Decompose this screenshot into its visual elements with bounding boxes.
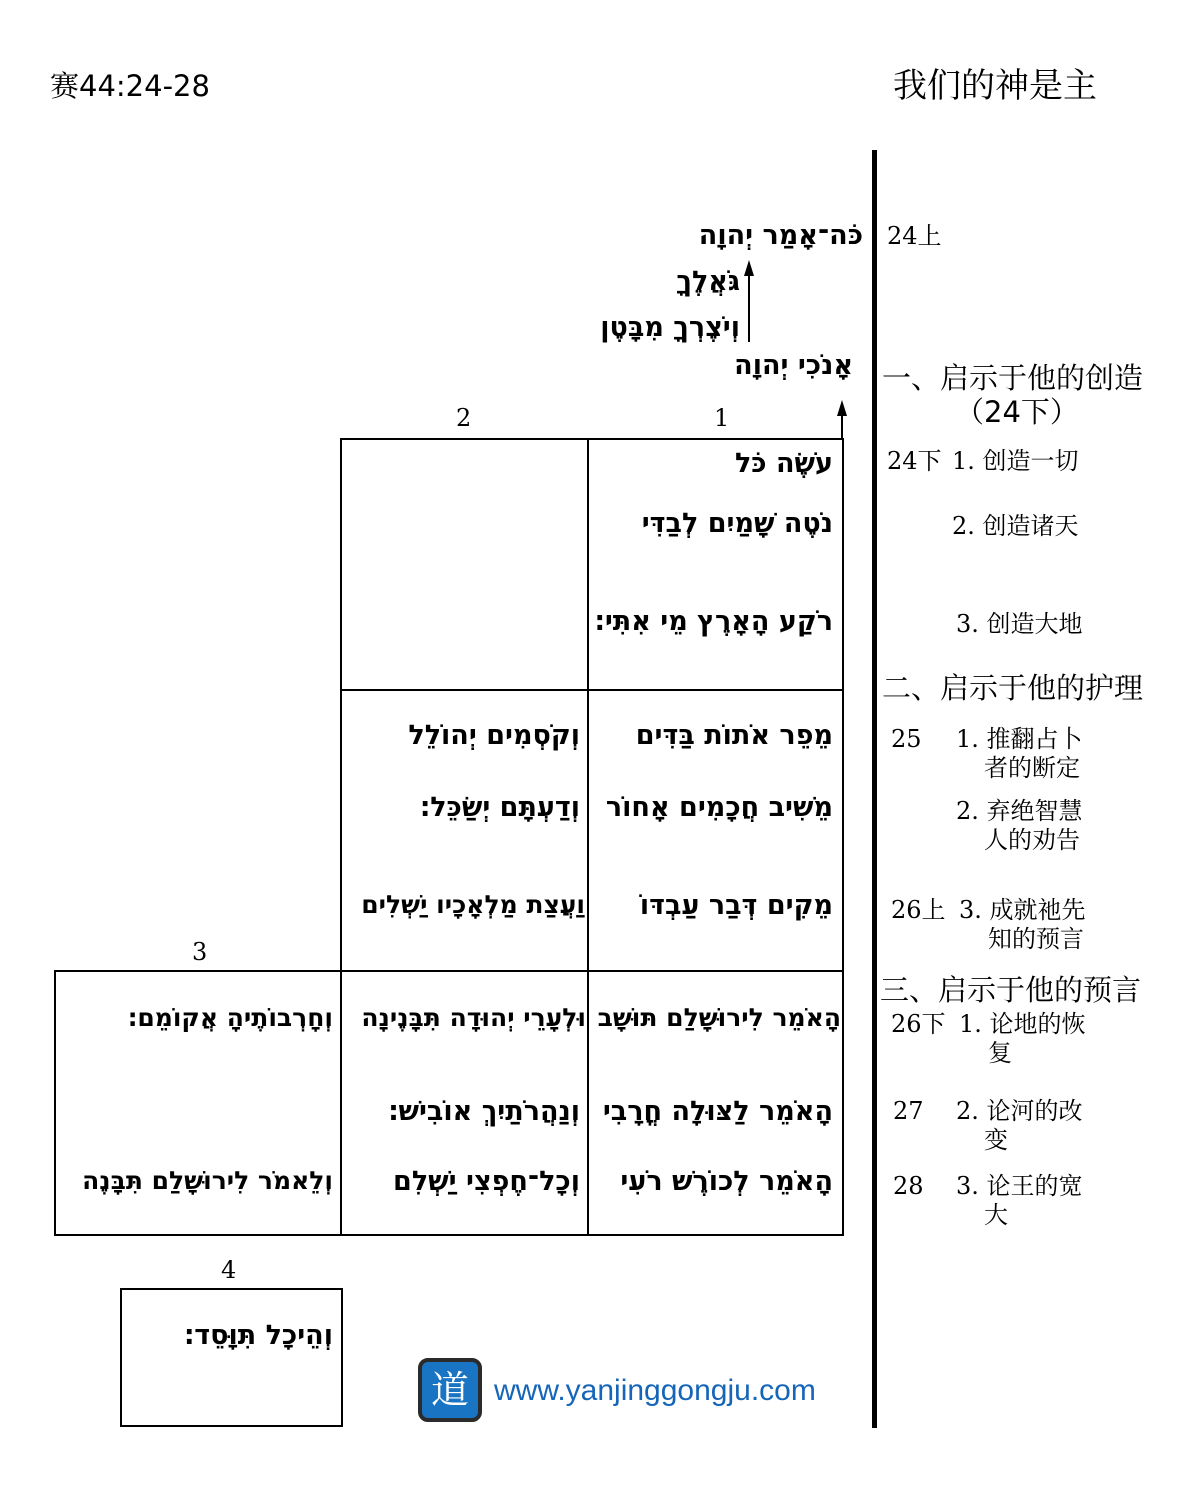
section-3-title: 三、启示于他的预言: [880, 973, 1142, 1007]
box-label-3: 3: [192, 938, 208, 966]
outline-2-3-cont: 知的预言: [988, 925, 1084, 953]
hebrew-row-2: נֹטֶה שָׁמַיִם לְבַדִּי: [641, 508, 833, 539]
box-label-2: 2: [456, 404, 472, 432]
hebrew-row-9-col1: הָאֹמֵר לְכוֹרֶשׁ רֹעִי: [620, 1166, 833, 1197]
verse-26a: 26上: [891, 896, 946, 924]
hebrew-row-6-col2: וַעֲצַת מַלְאָכָיו יַשְׁלִים: [361, 890, 585, 919]
hebrew-row-9-col3: וְלֵאמֹר לִירוּשָׁלַם תִּבָּנֶה: [82, 1166, 333, 1195]
verse-27: 27: [893, 1097, 924, 1125]
section-1-title: 一、启示于他的创造: [882, 361, 1144, 395]
outline-1-3: 3. 创造大地: [956, 610, 1083, 638]
outline-3-2: 2. 论河的改: [956, 1097, 1083, 1125]
outline-3-2-cont: 变: [984, 1126, 1008, 1154]
website-url[interactable]: www.yanjinggongju.com: [494, 1374, 816, 1407]
hebrew-intro-line-2: גֹּאֲלֶךָ: [676, 266, 740, 297]
hebrew-row-6-col1: מֵקִים דְּבַר עַבְדּוֹ: [639, 890, 833, 921]
box-label-1: 1: [714, 404, 730, 432]
section-1-subtitle: （24下）: [955, 395, 1079, 429]
grid-line: [54, 1234, 844, 1236]
hebrew-row-7-col1: הָאֹמֵר לִירוּשָׁלַם תּוּשָׁב: [597, 1003, 841, 1032]
hebrew-row-8-col2: וְנַהֲרֹתַיִךְ אוֹבִישׁ׃: [388, 1096, 580, 1127]
grid-line: [340, 689, 844, 691]
hebrew-intro-line-1: כֹּה־אָמַר יְהוָה: [698, 220, 863, 251]
hebrew-intro-line-4: אָנֹכִי יְהוָה: [734, 350, 853, 381]
grid-line: [340, 438, 844, 440]
grid-line: [54, 970, 844, 972]
outline-2-1: 1. 推翻占卜: [956, 725, 1083, 753]
hebrew-row-1: עֹשֶׂה כֹּל: [734, 448, 833, 479]
verse-24a: 24上: [887, 222, 942, 250]
outline-1-1: 1. 创造一切: [952, 447, 1079, 475]
box-label-4: 4: [221, 1256, 237, 1284]
hebrew-row-9-col2: וְכָל־חֶפְצִי יַשְׁלִם: [393, 1166, 580, 1197]
hebrew-row-5-col1: מֵשִׁיב חֲכָמִים אָחוֹר: [605, 792, 833, 823]
outline-2-3: 3. 成就祂先: [959, 896, 1086, 924]
hebrew-intro-line-3: וְיֹצֶרְךָ מִבָּטֶן: [600, 312, 740, 343]
hebrew-row-8-col1: הָאֹמֵר לַצּוּלָה חֳרָבִי: [602, 1096, 833, 1127]
passage-reference: 赛44:24-28: [50, 69, 210, 103]
section-2-title: 二、启示于他的护理: [882, 671, 1144, 705]
vertical-divider: [872, 150, 877, 1428]
outline-3-1: 1. 论地的恢: [959, 1010, 1086, 1038]
arrow-head-lower: [837, 400, 847, 416]
verse-25: 25: [891, 725, 922, 753]
hebrew-row-10: וְהֵיכָל תִּוָּסֵד׃: [184, 1320, 333, 1351]
verse-28: 28: [893, 1172, 924, 1200]
hebrew-row-5-col2: וְדַעְתָּם יְשַׂכֵּל׃: [420, 792, 580, 823]
outline-2-1-cont: 者的断定: [984, 754, 1080, 782]
outline-2-2: 2. 弃绝智慧: [956, 797, 1083, 825]
arrow-line-upper: [748, 272, 750, 342]
outline-3-3-cont: 大: [984, 1201, 1008, 1229]
arrow-line-lower: [841, 412, 843, 440]
logo-icon: 道: [418, 1358, 482, 1422]
hebrew-row-7-col3: וְחָרְבוֹתֶיהָ אֲקוֹמֵם׃: [128, 1003, 333, 1032]
arrow-head-upper: [744, 260, 754, 276]
outline-1-2: 2. 创造诸天: [952, 512, 1079, 540]
hebrew-row-4-col2: וְקֹסְמִים יְהוֹלֵל: [408, 720, 580, 751]
hebrew-row-3: רֹקַע הָאָרֶץ מֵי אִתִּי׃: [594, 606, 833, 637]
hebrew-row-7-col2: וּלְעָרֵי יְהוּדָה תִּבָּנֶינָה: [361, 1003, 586, 1032]
grid-line: [842, 438, 844, 1236]
page-title: 我们的神是主: [893, 66, 1097, 106]
grid-line: [587, 438, 589, 1236]
outline-3-1-cont: 复: [988, 1039, 1012, 1067]
box-4: [120, 1288, 343, 1427]
grid-line: [54, 970, 56, 1236]
outline-2-2-cont: 人的劝告: [984, 826, 1080, 854]
hebrew-row-4-col1: מֵפֵר אֹתוֹת בַּדִּים: [635, 720, 833, 751]
grid-line: [340, 438, 342, 1236]
outline-3-3: 3. 论王的宽: [956, 1172, 1083, 1200]
verse-26b: 26下: [891, 1010, 946, 1038]
verse-24b: 24下: [887, 447, 942, 475]
